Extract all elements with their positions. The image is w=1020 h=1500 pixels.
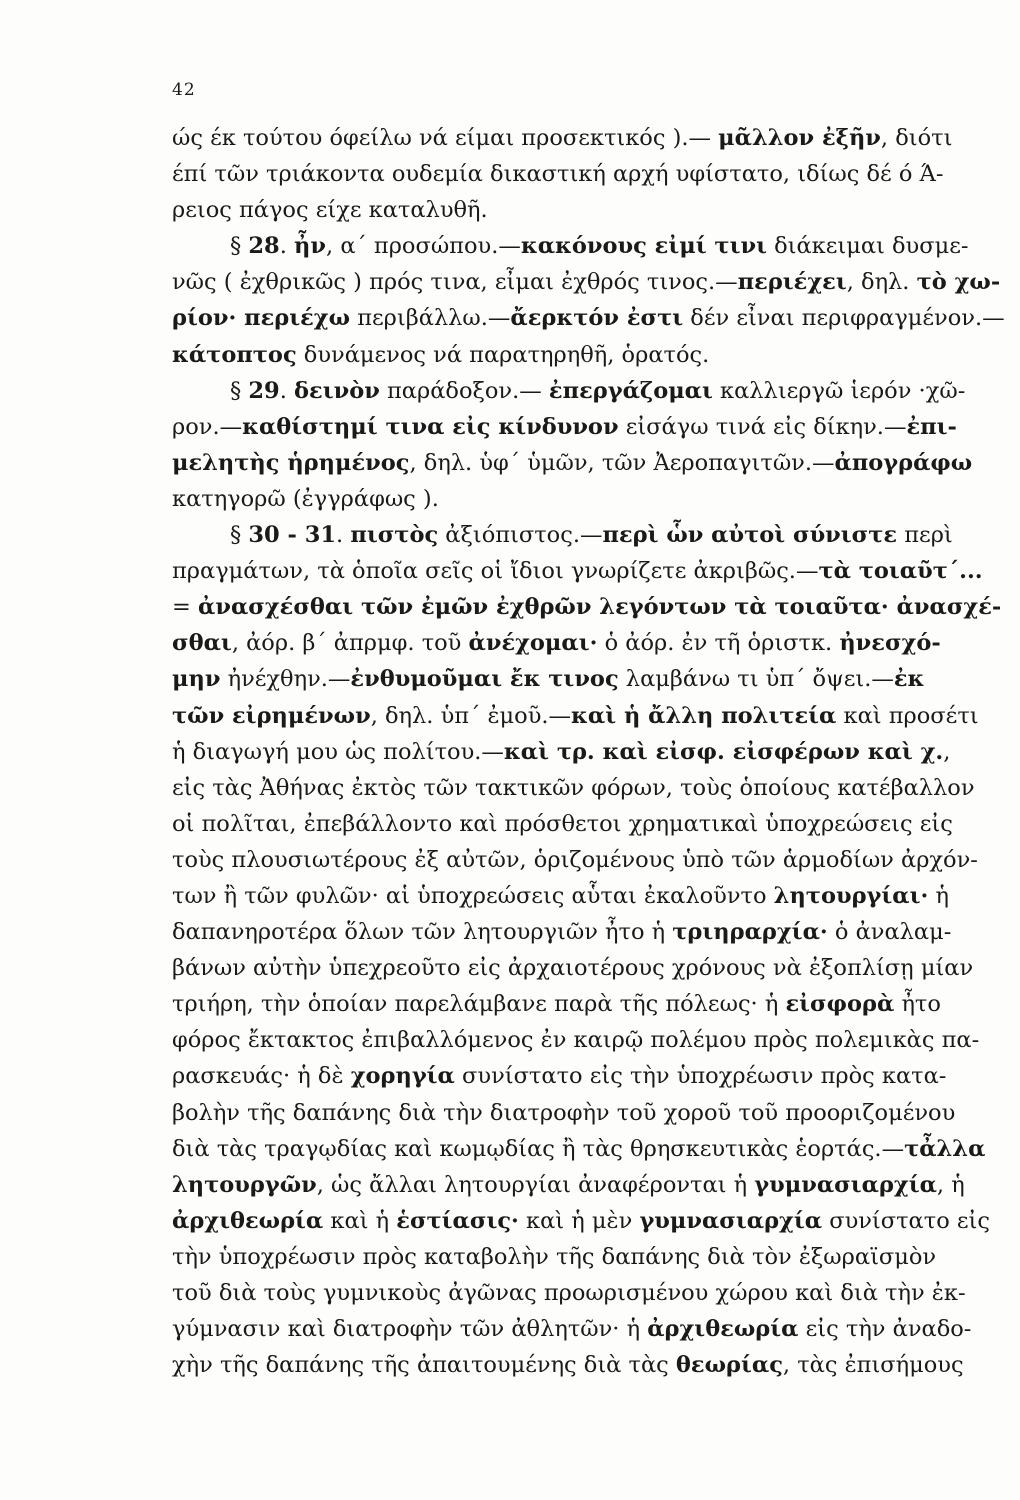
text-run: , διότι	[880, 125, 953, 151]
bold-lemma: τῶν εἰρημένων	[172, 702, 371, 729]
bold-lemma: δεινὸν	[294, 377, 380, 404]
text-run: , ὡς ἄλλαι λητουργίαι ἀναφέρονται ἡ	[316, 1171, 755, 1198]
text-line	[172, 445, 1010, 481]
bold-lemma: τἆλλα	[904, 1135, 986, 1162]
text-run: , ἀόρ. β΄ ἀπρμφ. τοῦ	[231, 630, 469, 657]
page-number: 42	[172, 80, 196, 100]
bold-lemma: καθίστημί τινα εἰς κίνδυνον	[242, 413, 619, 440]
bold-lemma: ἀνασχέσθαι τῶν ἐμῶν ἐχθρῶν λεγόντων τὰ τοιαῦτα· ἀνασχέ-	[198, 594, 1002, 621]
text-run: τριήρη, τὴν ὁποίαν παρελάμβανε παρὰ τῆς πόλεως· ἡ	[172, 991, 786, 1018]
commentary-text	[172, 120, 1010, 1383]
text-line	[172, 1347, 1010, 1383]
text-line	[172, 228, 1010, 264]
bold-lemma: λητουργῶν	[172, 1171, 317, 1198]
text-run: καὶ ἡ	[323, 1207, 397, 1234]
text-line	[172, 1095, 1010, 1131]
text-run: , δηλ.	[846, 269, 917, 296]
text-line	[172, 337, 1010, 373]
text-run: εἰς τὰς Ἀθήνας ἐκτὸς τῶν τακτικῶν φόρων, τοὺς ὁποίους κατέβαλλον	[172, 774, 975, 801]
text-run: ἠνέχθην.—	[220, 666, 351, 693]
bold-lemma: ἀρχιθεωρία	[647, 1316, 799, 1343]
text-line	[172, 373, 1010, 409]
bold-lemma: εἰσφορὰ	[785, 991, 895, 1018]
text-run: καὶ ἡ μὲν	[518, 1207, 640, 1234]
text-run: διάκειμαι δυσμε-	[766, 233, 969, 260]
text-run: χὴν τῆς δαπάνης τῆς ἀπαιτουμένης διὰ τὰς	[172, 1352, 676, 1379]
text-run: διὰ τὰς τραγῳδίας καὶ κωμῳδίας ἢ τὰς θρησκευτικὰς ἑορτάς.—	[172, 1135, 905, 1162]
text-run: δαπανηροτέρα ὅλων τῶν λητουργιῶν ἦτο ἡ	[172, 919, 673, 946]
text-run: οἱ πολῖται, ἐπεβάλλοντο καὶ πρόσθετοι χρηματικαὶ ὑποχρεώσεις εἰς	[172, 810, 953, 837]
bold-lemma: ἐκ	[893, 666, 925, 693]
text-run: τοὺς πλουσιωτέρους ἐξ αὐτῶν, ὁριζομένους ὑπὸ τῶν ἁρμοδίων ἀρχόν-	[172, 846, 978, 873]
bold-lemma: ἠνεσχό-	[839, 630, 941, 657]
bold-lemma: τὸ χω-	[916, 269, 1001, 296]
bold-lemma: περιέχει	[737, 269, 847, 296]
text-run: περιβάλλω.—	[350, 305, 511, 332]
text-run: παράδοξον.—	[379, 377, 549, 404]
text-run: εἰς τὴν ἀναδο-	[798, 1316, 972, 1343]
text-run: πραγμάτων, τὰ ὁποῖα σεῖς οἱ ἴδιοι γνωρίζετε ἀκριβῶς.—	[172, 558, 819, 585]
text-run: §	[230, 522, 249, 549]
bold-lemma: θεωρίας	[675, 1352, 783, 1379]
bold-lemma: γυμνασιαρχία	[754, 1171, 937, 1198]
text-run: ἡ διαγωγή μου ὡς πολίτου.—	[172, 738, 504, 765]
text-line	[172, 770, 1010, 806]
text-run: συνίστατο εἰς τὴν ὑποχρέωσιν πρὸς κατα-	[454, 1063, 947, 1090]
text-run: .	[279, 377, 295, 404]
text-run: ἀξιόπιστος.—	[438, 522, 603, 549]
text-run: §	[230, 233, 249, 260]
text-run: τὴν ὑποχρέωσιν πρὸς καταβολὴν τῆς δαπάνης διὰ τὸν ἐξωραϊσμὸν	[172, 1243, 937, 1270]
text-line	[172, 120, 1010, 156]
text-line	[172, 950, 1010, 986]
bold-lemma: μην	[172, 666, 221, 693]
bold-lemma: τριηραρχία·	[672, 919, 828, 946]
bold-lemma: ἀνέχομαι·	[468, 630, 598, 657]
text-run: §	[230, 377, 249, 404]
text-line	[172, 517, 1010, 553]
text-run: =	[172, 594, 199, 621]
text-line	[172, 553, 1010, 589]
text-run: .	[336, 522, 351, 549]
bold-lemma: ἀρχιθεωρία	[172, 1207, 324, 1234]
bold-lemma: σθαι	[172, 630, 232, 657]
text-run: βολὴν τῆς δαπάνης διὰ τὴν διατροφὴν τοῦ χοροῦ τοῦ προοριζομένου	[172, 1099, 956, 1126]
text-run: , δηλ. ὑπ΄ ἐμοῦ.—	[370, 702, 572, 729]
bold-lemma: 29	[248, 377, 280, 404]
text-line	[172, 1167, 1010, 1203]
text-run: νῶς ( ἐχθρικῶς ) πρός τινα, εἶμαι ἐχθρός τινος.—	[172, 269, 738, 296]
text-run: λαμβάνω τι ὑπ΄ ὄψει.—	[618, 666, 894, 693]
text-line	[172, 1311, 1010, 1347]
text-run: δυνάμενος νά παρατηρηθῆ, ὁρατός.	[296, 341, 710, 368]
bold-lemma: τὰ τοιαῦτ΄...	[818, 558, 983, 585]
text-run: ρον.—	[172, 413, 243, 440]
text-run: των ἢ τῶν φυλῶν· αἱ ὑποχρεώσεις αὗται ἐκαλοῦντο	[172, 882, 774, 909]
text-run: ἡ	[928, 882, 949, 909]
text-run: βάνων αὐτὴν ὑπεχρεοῦτο εἰς ἀρχαιοτέρους χρόνους νὰ ἐξοπλίσῃ μίαν	[172, 955, 974, 982]
text-line	[172, 1239, 1010, 1275]
text-run: ὁ ἀναλαμ-	[827, 919, 952, 946]
text-run: εἰσάγω τινά εἰς δίκην.—	[618, 413, 907, 440]
text-run: ρασκευάς· ἡ δὲ	[172, 1063, 351, 1090]
text-run: , α΄ προσώπου.—	[326, 233, 521, 260]
bold-lemma: ἐπεργάζομαι	[548, 377, 713, 404]
text-run: συνίστατο εἰς	[822, 1207, 990, 1234]
text-line	[172, 409, 1010, 445]
bold-lemma: κάτοπτος	[172, 341, 297, 368]
bold-lemma: πιστὸς	[350, 522, 439, 549]
text-line	[172, 698, 1010, 734]
text-line	[172, 1203, 1010, 1239]
text-line	[172, 625, 1010, 661]
bold-lemma: 30 - 31	[248, 522, 337, 549]
text-run: ,	[943, 738, 951, 765]
text-line	[172, 734, 1010, 770]
text-run: ἦτο	[894, 991, 941, 1018]
text-run: γύμνασιν καὶ διατροφὴν τῶν ἀθλητῶν· ἡ	[172, 1316, 648, 1343]
text-run: καλλιεργῶ ἱερόν ·χῶ-	[712, 377, 966, 404]
bold-lemma: ἐνθυμοῦμαι ἔκ τινος	[350, 666, 619, 693]
text-line	[172, 1131, 1010, 1167]
text-line	[172, 1022, 1010, 1058]
text-line	[172, 192, 1010, 228]
text-run: .	[279, 233, 295, 260]
text-run: δέν εἶναι περιφραγμένον.—	[683, 305, 1005, 332]
bold-lemma: χορηγία	[350, 1063, 455, 1090]
text-run: έπί τῶν τριάκοντα ουδεμία δικαστική αρχή υφίστατο, ιδίως δέ ό Ά-	[172, 161, 944, 188]
bold-lemma: ἄερκτόν ἐστι	[510, 305, 684, 332]
text-line	[172, 842, 1010, 878]
bold-lemma: κακόνους εἰμί τινι	[520, 233, 767, 260]
text-run: ώς έκ τούτου όφείλω νά είμαι προσεκτικός ).—	[172, 125, 719, 151]
text-run: περὶ	[897, 522, 953, 549]
bold-lemma: μᾶλλον ἐξῆν	[718, 125, 881, 151]
bold-lemma: ἦν	[294, 233, 327, 260]
text-line	[172, 661, 1010, 697]
text-run: τοῦ διὰ τοὺς γυμνικοὺς ἀγῶνας προωρισμένου χώρου καὶ διὰ τὴν ἐκ-	[172, 1280, 966, 1306]
text-run: , τὰς ἐπισήμους	[782, 1352, 964, 1379]
bold-lemma: ἀπογράφω	[834, 449, 973, 476]
text-run: φόρος ἔκτακτος ἐπιβαλλόμενος ἐν καιρῷ πολέμου πρὸς πολεμικὰς πα-	[172, 1027, 980, 1054]
bold-lemma: ἐπι-	[906, 413, 957, 440]
text-line	[172, 481, 1010, 517]
text-run: ρειος πάγος είχε καταλυθῆ.	[172, 197, 488, 224]
bold-lemma: λητουργίαι·	[773, 882, 929, 909]
text-line	[172, 914, 1010, 950]
text-line	[172, 986, 1010, 1022]
text-line	[172, 300, 1010, 336]
text-line	[172, 589, 1010, 625]
text-run: καὶ προσέτι	[836, 702, 979, 729]
text-line	[172, 1058, 1010, 1094]
bold-lemma: ρίον· περιέχω	[172, 305, 351, 332]
bold-lemma: ἑστίασις·	[396, 1207, 519, 1234]
bold-lemma: καὶ τρ. καὶ εἰσφ. εἰσφέρων καὶ χ.	[503, 738, 944, 765]
bold-lemma: γυμνασιαρχία	[639, 1207, 823, 1234]
text-run: , ἡ	[936, 1171, 965, 1198]
text-run: , δηλ. ὑφ΄ ὑμῶν, τῶν Ἀεροπαγιτῶν.—	[409, 449, 835, 476]
text-line	[172, 878, 1010, 914]
bold-lemma: περὶ ὧν αὐτοὶ σύνιστε	[602, 522, 898, 549]
bold-lemma: 28	[248, 233, 280, 260]
bold-lemma: μελητὴς ἡρημένος	[172, 449, 410, 476]
text-run: κατηγορῶ (ἐγγράφως ).	[172, 485, 439, 512]
text-line	[172, 806, 1010, 842]
text-line	[172, 264, 1010, 300]
bold-lemma: καὶ ἡ ἄλλη πολιτεία	[571, 702, 837, 729]
text-line	[172, 156, 1010, 192]
text-run: ὁ ἀόρ. ἐν τῆ ὁριστκ.	[597, 630, 840, 657]
text-line	[172, 1275, 1010, 1311]
